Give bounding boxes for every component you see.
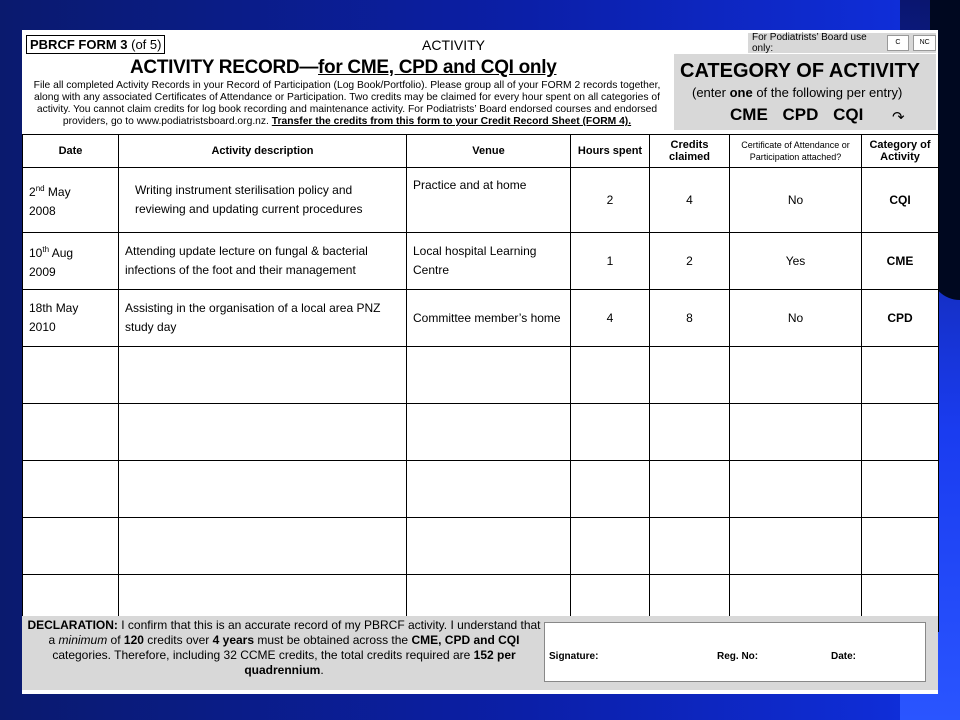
cell-hours[interactable]: 1 [571, 233, 650, 290]
cell-certificate[interactable] [730, 347, 862, 404]
form-sheet [22, 30, 938, 694]
cell-category[interactable]: CQI [862, 168, 939, 233]
cell-category[interactable]: CME [862, 233, 939, 290]
cell-description[interactable] [119, 518, 407, 575]
cell-venue[interactable]: Local hospital Learning Centre [407, 233, 571, 290]
date-field[interactable]: Date: [831, 651, 857, 662]
cell-venue[interactable]: Practice and at home [407, 168, 571, 233]
category-subtitle: (enter one of the following per entry) [692, 85, 903, 100]
cell-hours[interactable] [571, 347, 650, 404]
table-row [23, 233, 939, 290]
cell-venue[interactable]: Committee member’s home [407, 290, 571, 347]
cell-credits[interactable]: 2 [650, 233, 730, 290]
cell-credits[interactable] [650, 461, 730, 518]
form-id: PBRCF FORM 3 (of 5) [26, 35, 165, 54]
declaration-text: DECLARATION: I confirm that this is an accurate record of my PBRCF activity. I understand that a minimum of 120 credits over 4 years must be obtained across the CME, CPD and CQI categories. Therefore, including 32 CCME credits, the total credits required are 152 per quadrennium. [27, 618, 541, 677]
cell-date[interactable] [23, 518, 119, 575]
cell-date[interactable] [23, 347, 119, 404]
empty-row [23, 404, 939, 461]
cell-description[interactable] [119, 347, 407, 404]
cell-venue[interactable] [407, 347, 571, 404]
cell-certificate[interactable]: No [730, 168, 862, 233]
page-title: ACTIVITY RECORD—for CME, CPD and CQI only [130, 57, 557, 78]
table-header-row [23, 135, 939, 168]
header-date: Date [23, 135, 119, 168]
cell-hours[interactable] [571, 404, 650, 461]
board-c-checkbox[interactable]: C [887, 35, 910, 51]
cell-certificate[interactable]: Yes [730, 233, 862, 290]
section-title: ACTIVITY [422, 37, 486, 53]
cell-certificate[interactable] [730, 404, 862, 461]
cell-venue[interactable] [407, 404, 571, 461]
cell-category[interactable]: CPD [862, 290, 939, 347]
cell-category[interactable] [862, 518, 939, 575]
category-title: CATEGORY OF ACTIVITY [680, 60, 921, 82]
header-category: Category of Activity [862, 135, 939, 168]
signature-field[interactable]: Signature: [549, 651, 599, 662]
cell-date[interactable] [23, 461, 119, 518]
cell-credits[interactable]: 4 [650, 168, 730, 233]
header-venue: Venue [407, 135, 571, 168]
cell-date[interactable] [23, 404, 119, 461]
cell-venue[interactable] [407, 518, 571, 575]
cell-date[interactable]: 10th Aug 2009 [23, 233, 119, 290]
board-nc-checkbox[interactable]: NC [913, 35, 936, 51]
cell-description[interactable]: Writing instrument sterilisation policy and reviewing and updating current procedures [119, 168, 407, 233]
cell-category[interactable] [862, 404, 939, 461]
instructions-text: File all completed Activity Records in your Record of Participation (Log Book/Portfolio). Please group all of your FORM 2 records together, along with any associated Certificates of Attendance or Participation. Two credits may be claimed for every hour spent on all categories of activity. You cannot claim credits for log book recording and maintenance activity. For Podiatrists’ Board endorsed courses and endorsed providers, go to www.podiatristsboard.org.nz. Transfer the credits from this form to your Credit Record Sheet (FORM 4). [33, 80, 661, 127]
cell-venue[interactable] [407, 461, 571, 518]
cell-credits[interactable]: 8 [650, 290, 730, 347]
cell-certificate[interactable]: No [730, 290, 862, 347]
header-hours: Hours spent [571, 135, 650, 168]
empty-row [23, 518, 939, 575]
board-use-box: For Podiatrists’ Board use only: C NC [748, 33, 936, 53]
cell-date[interactable]: 2nd May 2008 [23, 168, 119, 233]
arrow-down-icon: ↷ [892, 109, 905, 126]
cell-certificate[interactable] [730, 461, 862, 518]
cell-credits[interactable] [650, 404, 730, 461]
reg-no-field[interactable]: Reg. No: [717, 651, 759, 662]
empty-row [23, 347, 939, 404]
header-credits: Credits claimed [650, 135, 730, 168]
cell-credits[interactable] [650, 347, 730, 404]
table-row [23, 290, 939, 347]
header-certificate: Certificate of Attendance or Participation attached? [730, 135, 862, 168]
cell-hours[interactable] [571, 518, 650, 575]
cell-hours[interactable]: 4 [571, 290, 650, 347]
declaration-section [22, 616, 938, 690]
cell-description[interactable]: Assisting in the organisation of a local area PNZ study day [119, 290, 407, 347]
cell-category[interactable] [862, 461, 939, 518]
cell-description[interactable] [119, 404, 407, 461]
cell-date[interactable]: 18th May 2010 [23, 290, 119, 347]
cell-certificate[interactable] [730, 518, 862, 575]
cell-description[interactable] [119, 461, 407, 518]
header-description: Activity description [119, 135, 407, 168]
category-legend [674, 54, 936, 130]
signature-box [544, 622, 926, 682]
cell-credits[interactable] [650, 518, 730, 575]
table-row [23, 168, 939, 233]
cell-hours[interactable]: 2 [571, 168, 650, 233]
cell-description[interactable]: Attending update lecture on fungal & bacterial infections of the foot and their management [119, 233, 407, 290]
empty-row [23, 461, 939, 518]
cell-category[interactable] [862, 347, 939, 404]
cell-hours[interactable] [571, 461, 650, 518]
category-options: CME CPD CQI [730, 105, 864, 124]
activity-table [22, 134, 939, 632]
